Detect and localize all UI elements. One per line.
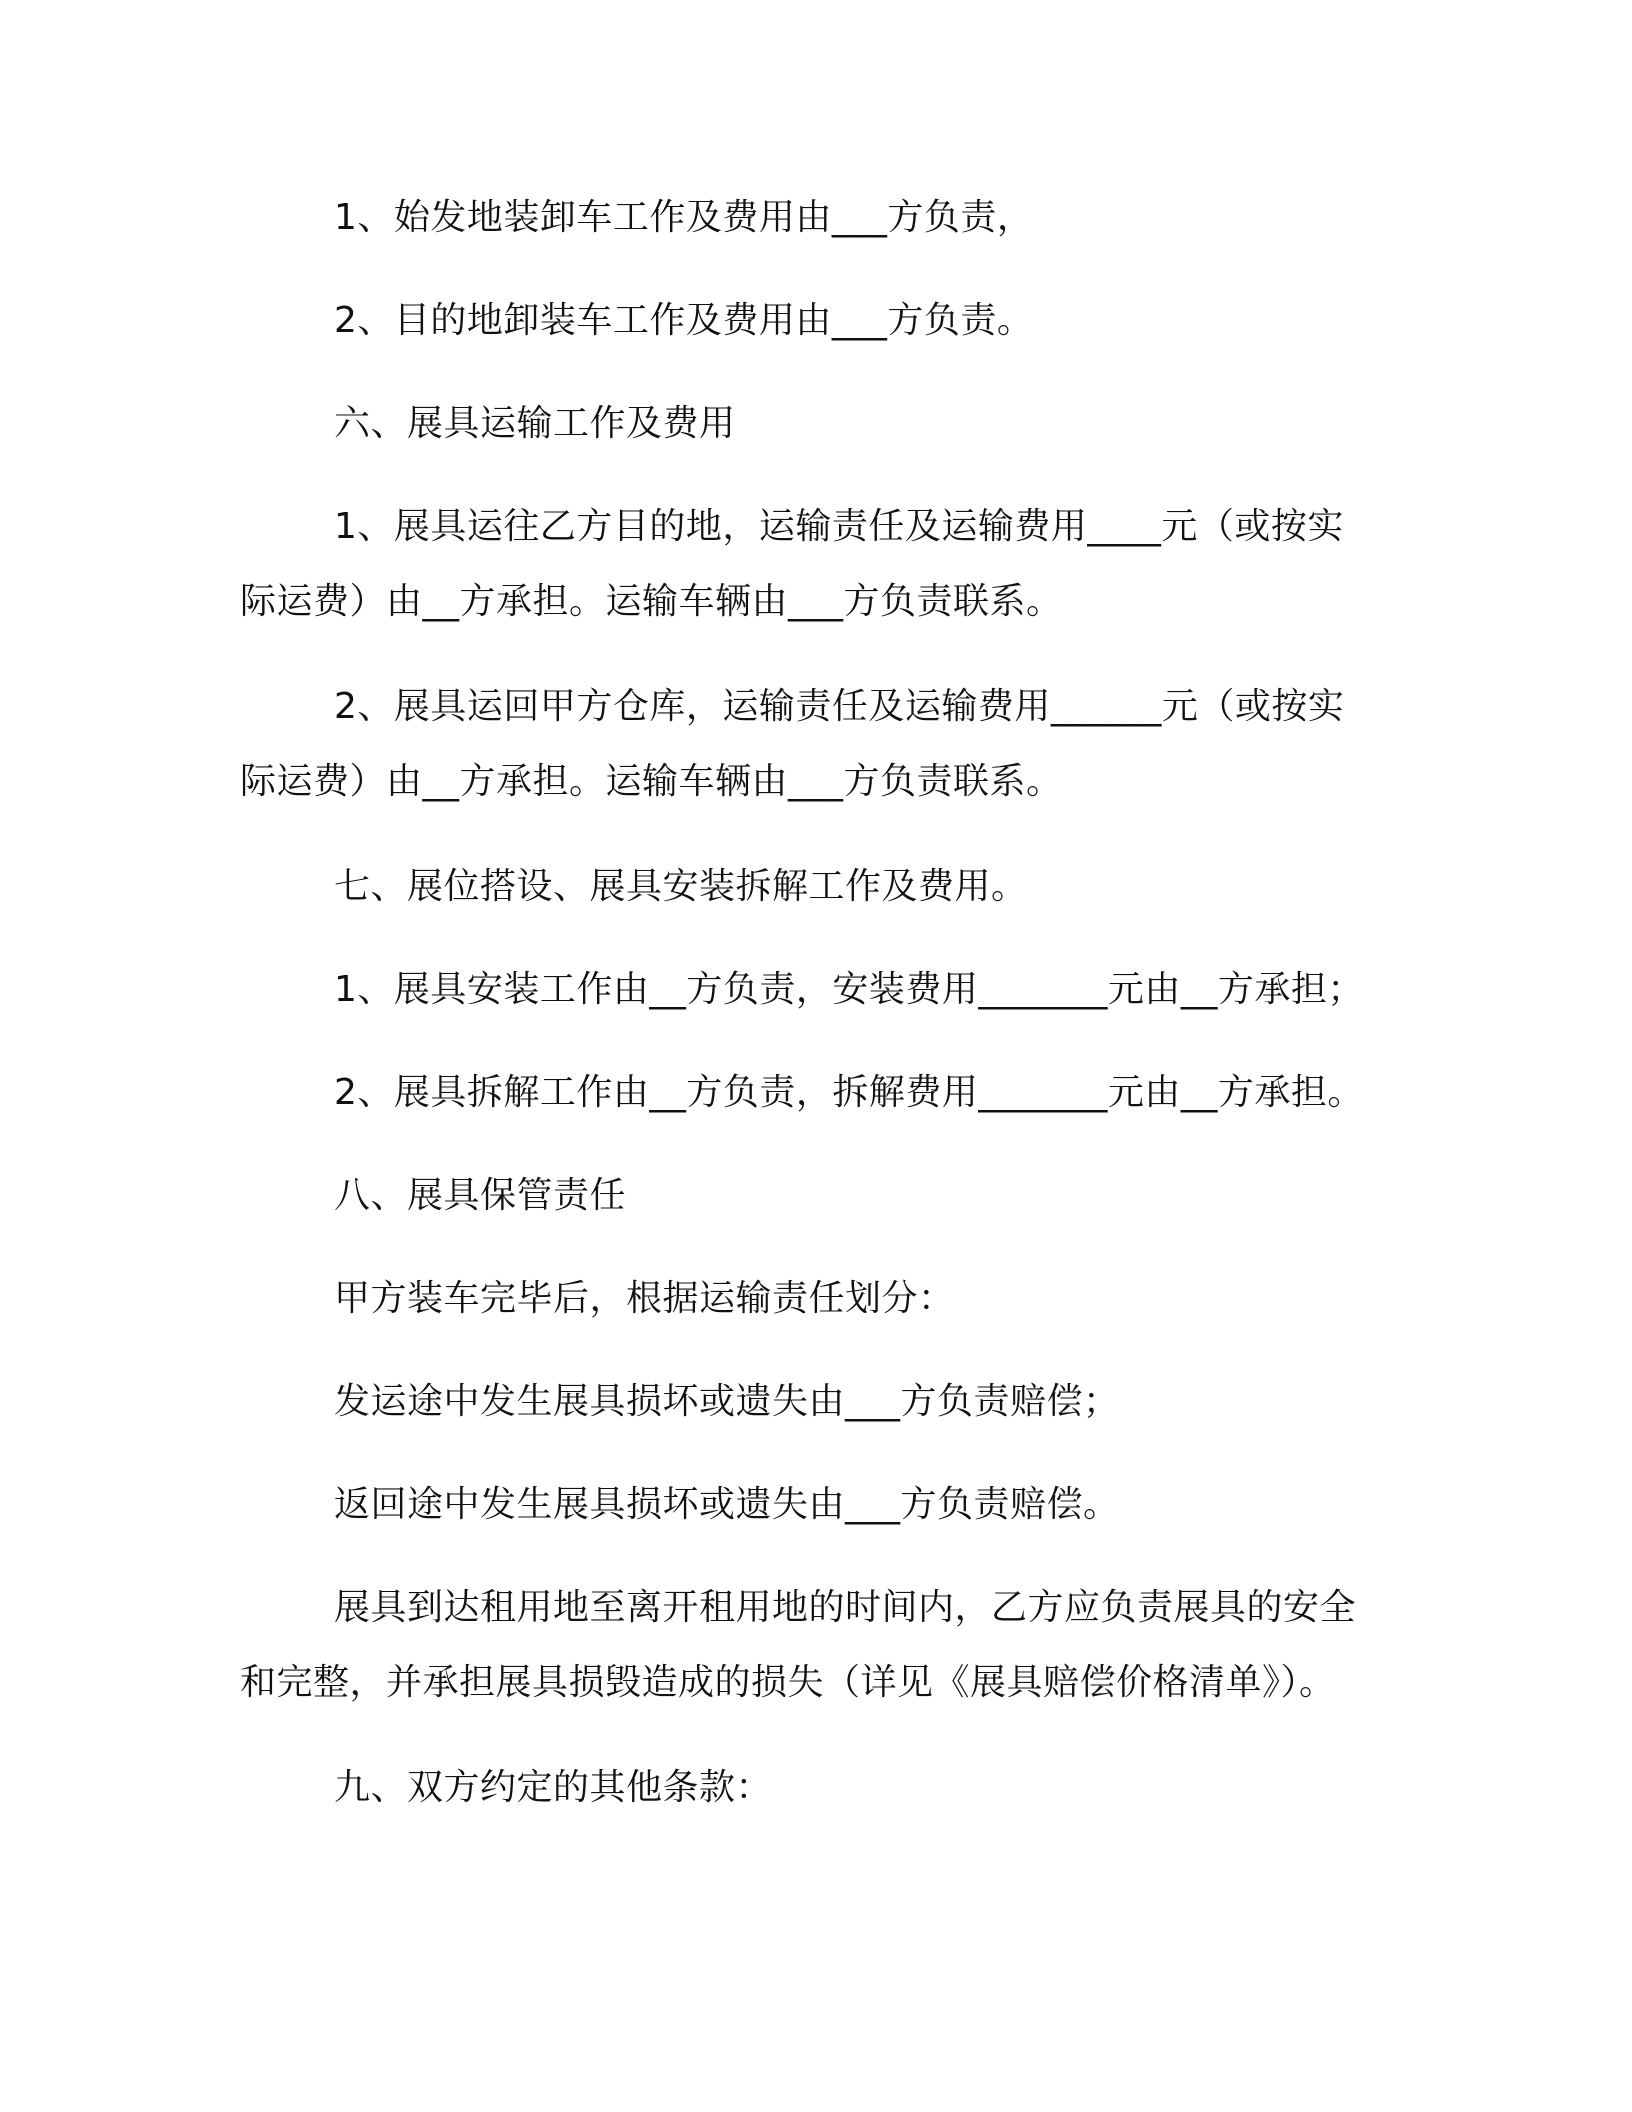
section-heading-9: 九、双方约定的其他条款： [334, 1767, 773, 1808]
clause-6-item-1-line-1: 1、展具运往乙方目的地，运输责任及运输费用____元（或按实 [334, 506, 1344, 547]
clause-7-item-1: 1、展具安装工作由__方负责，安装费用_______元由__方承担； [334, 969, 1364, 1010]
clause-5-item-1: 1、始发地装卸车工作及费用由___方负责， [334, 197, 1034, 238]
clause-8-paragraph-3: 返回途中发生展具损坏或遗失由___方负责赔偿。 [334, 1484, 1120, 1525]
clause-8-paragraph-4-line-1: 展具到达租用地至离开租用地的时间内，乙方应负责展具的安全 [334, 1587, 1357, 1628]
clause-7-item-2: 2、展具拆解工作由__方负责，拆解费用_______元由__方承担。 [334, 1072, 1364, 1113]
clause-6-item-2-line-2: 际运费）由__方承担。运输车辆由___方负责联系。 [240, 761, 1063, 802]
section-heading-6: 六、展具运输工作及费用 [334, 403, 736, 444]
clause-6-item-2-line-1: 2、展具运回甲方仓库，运输责任及运输费用______元（或按实 [334, 686, 1345, 727]
clause-8-paragraph-1: 甲方装车完毕后，根据运输责任划分： [334, 1278, 955, 1319]
clause-6-item-1-line-2: 际运费）由__方承担。运输车辆由___方负责联系。 [240, 581, 1063, 622]
clause-8-paragraph-2: 发运途中发生展具损坏或遗失由___方负责赔偿； [334, 1381, 1120, 1422]
clause-8-paragraph-4-line-2: 和完整，并承担展具损毁造成的损失（详见《展具赔偿价格清单》）。 [240, 1662, 1336, 1703]
section-heading-8: 八、展具保管责任 [334, 1175, 627, 1216]
section-heading-7: 七、展位搭设、展具安装拆解工作及费用。 [334, 866, 1028, 907]
clause-5-item-2: 2、目的地卸装车工作及费用由___方负责。 [334, 300, 1034, 341]
